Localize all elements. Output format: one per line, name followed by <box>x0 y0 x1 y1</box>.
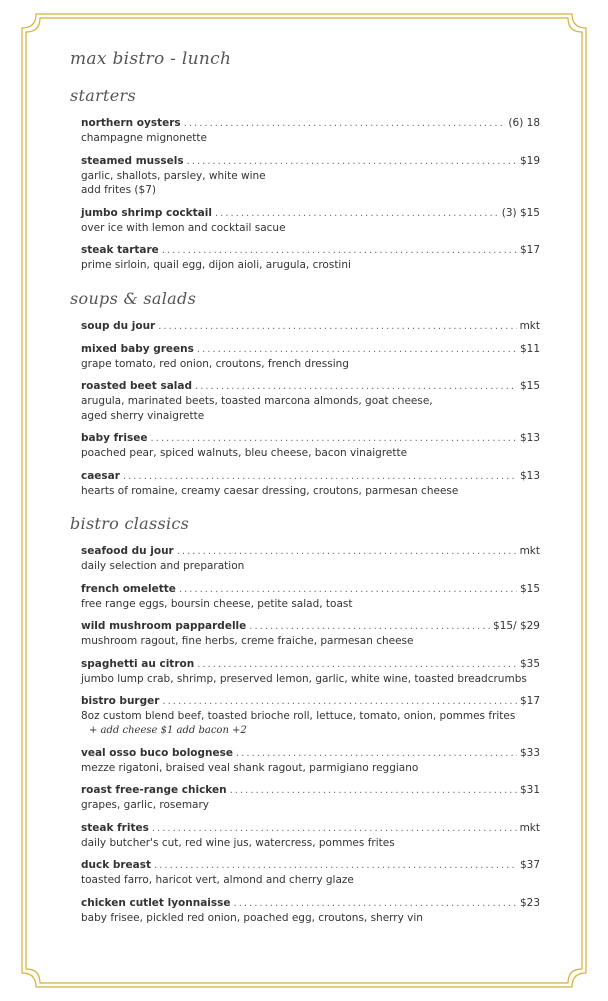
item-description: over ice with lemon and cocktail sacue <box>81 221 286 234</box>
dot-leader <box>123 470 517 484</box>
item-name: northern oysters <box>81 117 181 129</box>
menu-item <box>81 821 540 851</box>
item-price: $15 <box>519 582 540 595</box>
item-name: baby frisee <box>81 432 148 444</box>
menu-item-list <box>81 319 540 499</box>
item-name: steak tartare <box>81 244 159 256</box>
menu-item <box>81 783 540 813</box>
menu-section <box>70 510 540 925</box>
menu-item <box>81 431 540 461</box>
dot-leader <box>154 859 517 873</box>
item-name: roast free-range chicken <box>81 784 227 796</box>
menu-item-row <box>81 154 540 169</box>
item-price: $15/ $29 <box>493 620 540 632</box>
item-price: mkt <box>519 319 540 332</box>
item-price: mkt <box>519 545 540 557</box>
menu-item-list <box>81 116 540 273</box>
menu-item <box>81 206 540 236</box>
item-description: arugula, marinated beets, toasted marcona almonds, goat cheese, <box>81 395 433 407</box>
menu-section <box>70 285 540 499</box>
item-price: $17 <box>519 244 540 256</box>
item-name: soup du jour <box>81 319 156 332</box>
menu-item <box>81 657 540 687</box>
menu-title: max bistro - lunch <box>70 49 232 69</box>
item-price: $17 <box>519 695 540 707</box>
dot-leader <box>162 695 517 709</box>
menu-item <box>81 154 540 198</box>
item-description: champagne mignonette <box>81 132 208 144</box>
dot-leader <box>179 583 517 597</box>
dot-leader <box>187 155 517 169</box>
item-name: chicken cutlet lyonnaisse <box>81 896 231 909</box>
section-title: bistro classics <box>70 514 190 533</box>
menu-item <box>81 619 540 649</box>
menu-item-row <box>81 379 540 394</box>
item-description: mezze rigatoni, braised veal shank ragout, parmigiano reggiano <box>81 761 419 774</box>
item-description: aged sherry vinaigrette <box>81 409 205 422</box>
item-price: $11 <box>519 342 540 355</box>
menu-item <box>81 582 540 612</box>
item-price: $35 <box>519 657 540 670</box>
item-name: jumbo shrimp cocktail <box>81 206 212 219</box>
item-name: duck breast <box>81 859 152 871</box>
item-price: $13 <box>519 432 540 444</box>
item-name: french omelette <box>81 582 176 595</box>
menu-sections <box>70 82 540 925</box>
item-price: $13 <box>519 469 540 482</box>
menu-item-row <box>81 544 540 559</box>
menu-item-row <box>81 619 540 634</box>
item-description: hearts of romaine, creamy caesar dressing, croutons, parmesan cheese <box>81 484 459 497</box>
dot-leader <box>195 380 517 394</box>
menu-item <box>81 342 540 372</box>
menu-item-row <box>81 858 540 873</box>
section-title: starters <box>70 86 136 105</box>
dot-leader <box>158 320 516 334</box>
dot-leader <box>234 897 517 911</box>
item-name: roasted beet salad <box>81 380 193 392</box>
menu-item <box>81 379 540 423</box>
menu-item <box>81 694 540 738</box>
item-price: $15 <box>519 380 540 392</box>
item-name: seafood du jour <box>81 545 174 557</box>
menu-item-row <box>81 896 540 911</box>
menu-content <box>70 40 540 933</box>
menu-item <box>81 858 540 888</box>
item-description: add frites ($7) <box>81 184 156 196</box>
item-name: steak frites <box>81 821 149 834</box>
menu-item-row <box>81 431 540 446</box>
menu-item-row <box>81 116 540 131</box>
item-description: grapes, garlic, rosemary <box>81 799 210 811</box>
menu-item-row <box>81 319 540 334</box>
item-addon: + add cheese $1 add bacon +2 <box>89 724 247 736</box>
item-price: (3) $15 <box>501 206 540 219</box>
dot-leader <box>152 822 517 836</box>
menu-item-row <box>81 342 540 357</box>
item-price: $31 <box>519 784 540 796</box>
item-description: baby frisee, pickled red onion, poached egg, croutons, sherry vin <box>81 911 423 924</box>
item-description: mushroom ragout, fine herbs, creme fraiche, parmesan cheese <box>81 635 414 647</box>
menu-item-list <box>81 544 540 925</box>
item-description: jumbo lump crab, shrimp, preserved lemon, garlic, white wine, toasted breadcrumbs <box>81 672 527 685</box>
menu-item-row <box>81 582 540 597</box>
menu-item-row <box>81 694 540 709</box>
item-price: $19 <box>519 154 540 167</box>
menu-item <box>81 746 540 776</box>
dot-leader <box>215 207 499 221</box>
item-description: 8oz custom blend beef, toasted brioche roll, lettuce, tomato, onion, pommes frites <box>81 710 516 722</box>
menu-item-row <box>81 243 540 258</box>
item-description: garlic, shallots, parsley, white wine <box>81 169 266 182</box>
item-price: $37 <box>519 859 540 871</box>
menu-item-row <box>81 469 540 484</box>
dot-leader <box>236 747 517 761</box>
menu-item-row <box>81 821 540 836</box>
item-name: bistro burger <box>81 695 160 707</box>
item-name: veal osso buco bolognese <box>81 746 233 759</box>
menu-item <box>81 896 540 926</box>
dot-leader <box>197 658 517 672</box>
item-description: grape tomato, red onion, croutons, french dressing <box>81 357 349 370</box>
menu-item-row <box>81 783 540 798</box>
menu-item-row <box>81 206 540 221</box>
menu-item <box>81 116 540 146</box>
item-description: poached pear, spiced walnuts, bleu cheese, bacon vinaigrette <box>81 447 408 459</box>
dot-leader <box>184 117 506 131</box>
item-description: daily selection and preparation <box>81 560 245 572</box>
menu-item <box>81 544 540 574</box>
menu-item <box>81 243 540 273</box>
item-name: mixed baby greens <box>81 342 194 355</box>
menu-item-row <box>81 746 540 761</box>
menu-item <box>81 319 540 334</box>
item-description: free range eggs, boursin cheese, petite salad, toast <box>81 597 353 610</box>
item-price: mkt <box>519 821 540 834</box>
dot-leader <box>177 545 517 559</box>
menu-section <box>70 82 540 273</box>
item-price: (6) 18 <box>508 117 540 129</box>
section-title: soups & salads <box>70 288 197 308</box>
item-price: $23 <box>519 896 540 909</box>
dot-leader <box>150 432 516 446</box>
item-description: toasted farro, haricot vert, almond and cherry glaze <box>81 874 354 886</box>
dot-leader <box>249 620 490 634</box>
item-description: daily butcher's cut, red wine jus, watercress, pommes frites <box>81 836 395 849</box>
menu-item-row <box>81 657 540 672</box>
menu-item <box>81 469 540 499</box>
item-name: spaghetti au citron <box>81 657 195 670</box>
item-name: steamed mussels <box>81 154 184 167</box>
item-name: wild mushroom pappardelle <box>81 620 247 632</box>
dot-leader <box>230 784 517 798</box>
dot-leader <box>197 343 517 357</box>
item-description: prime sirloin, quail egg, dijon aioli, arugula, crostini <box>81 259 351 271</box>
dot-leader <box>162 244 517 258</box>
item-name: caesar <box>81 469 120 482</box>
item-price: $33 <box>519 746 540 759</box>
